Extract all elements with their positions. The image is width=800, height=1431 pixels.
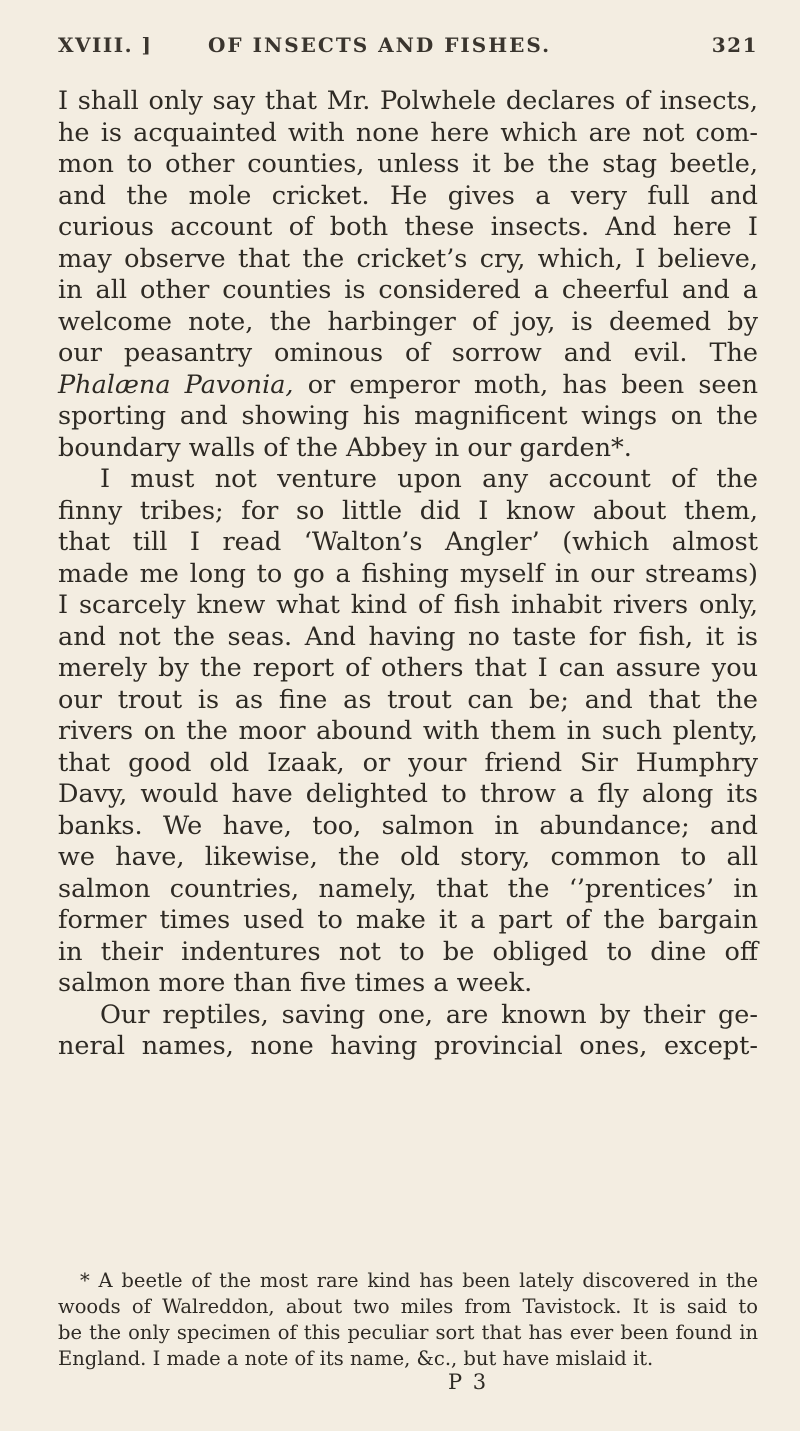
text-line: salmon more than five times a week. (58, 968, 533, 998)
footnote-line: woods of Walreddon, about two miles from Tavistock. It is said to (58, 1295, 758, 1318)
text-line: welcome note, the harbinger of joy, is deemed by (58, 306, 758, 337)
text-line: former times used to make it a part of the bargain (58, 905, 758, 935)
text-line: in all other counties is considered a cheerful and a (58, 275, 758, 305)
text-line: Davy, would have delighted to throw a fly along its (58, 779, 758, 809)
text-line: Our reptiles, saving one, are known by their ge- (100, 999, 758, 1030)
text-line: rivers on the moor abound with them in such plenty, (58, 716, 758, 746)
text-line: boundary walls of the Abbey in our garden*. (58, 432, 632, 463)
chapter-number: XVIII. ] (58, 33, 153, 57)
footnote (58, 1268, 758, 1372)
text-line: I must not venture upon any account of the (100, 464, 758, 494)
page-number: 321 (711, 33, 758, 57)
text-line: finny tribes; for so little did I know about them, (58, 495, 758, 526)
text-line: sporting and showing his magnificent wings on the (58, 401, 758, 431)
body-text (58, 86, 758, 1063)
text-line: our peasantry ominous of sorrow and evil. The (58, 338, 758, 368)
text-line (58, 370, 758, 402)
text-line: he is acquainted with none here which are not com- (58, 117, 758, 148)
text-line: and not the seas. And having no taste for fish, it is (58, 621, 758, 652)
text-line: and the mole cricket. He gives a very full and (58, 180, 758, 211)
footnote-line: * A beetle of the most rare kind has been lately discovered in the (80, 1269, 758, 1292)
footnote-line: England. I made a note of its name, &c., but have mislaid it. (58, 1347, 654, 1370)
text-line: banks. We have, too, salmon in abundance; and (58, 810, 758, 841)
text-line: our trout is as fine as trout can be; and that the (58, 684, 758, 715)
running-header (58, 33, 758, 65)
text-fragment: or emperor moth, has been seen (293, 369, 759, 400)
footnote-line: be the only specimen of this peculiar sort that has ever been found in (58, 1321, 758, 1344)
text-line: merely by the report of others that I can assure you (58, 653, 758, 683)
text-line: mon to other counties, unless it be the stag beetle, (58, 149, 758, 179)
text-line: neral names, none having provincial ones, except- (58, 1031, 758, 1061)
text-line: I shall only say that Mr. Polwhele declares of insects, (58, 86, 758, 116)
text-line: in their indentures not to be obliged to dine off (58, 936, 758, 967)
text-line: that good old Izaak, or your friend Sir Humphry (58, 747, 758, 778)
text-line: curious account of both these insects. And here I (58, 212, 758, 242)
text-line: may observe that the cricket’s cry, which, I believe, (58, 243, 758, 274)
running-title: OF INSECTS AND FISHES. (208, 33, 552, 57)
printer-signature-mark: P 3 (448, 1370, 489, 1394)
species-name: Phalæna Pavonia, (58, 369, 294, 400)
text-line: I scarcely knew what kind of fish inhabit rivers only, (58, 590, 758, 620)
text-line: salmon countries, namely, that the ‘’prentices’ in (58, 873, 758, 904)
text-line: that till I read ‘Walton’s Angler’ (which almost (58, 527, 758, 557)
text-line: made me long to go a fishing myself in our streams) (58, 558, 758, 589)
text-line: we have, likewise, the old story, common to all (58, 842, 758, 872)
book-page (58, 0, 758, 1431)
